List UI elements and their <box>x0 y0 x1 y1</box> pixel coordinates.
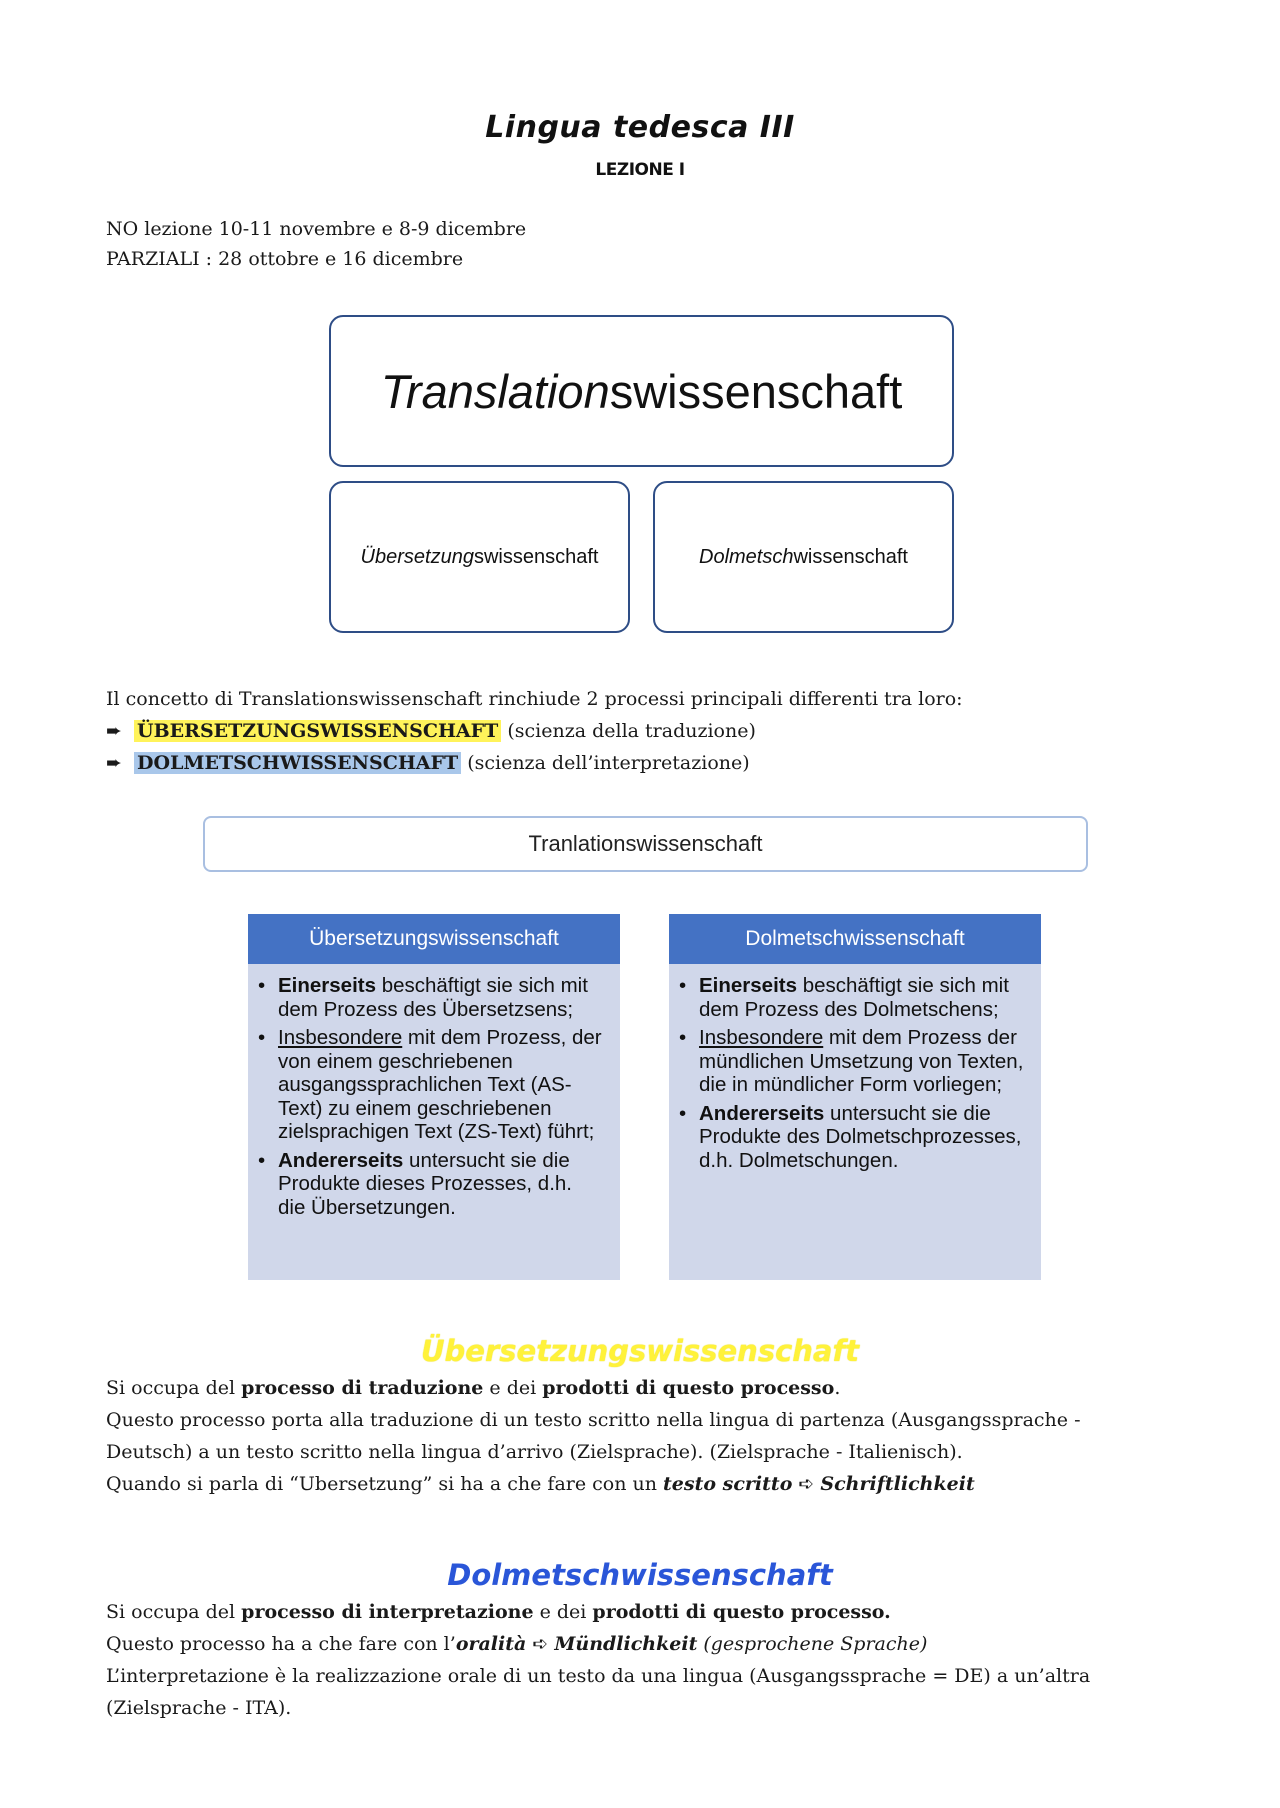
list-item <box>278 1149 604 1220</box>
bullet-text: beschäftigt sie sich mit dem Prozess des Übersetzsens; <box>278 974 588 1021</box>
bullet-text: beschäftigt sie sich mit dem Prozess des Dolmetschens; <box>699 974 1009 1021</box>
page-title: Lingua tedesca III <box>485 110 795 145</box>
intro-text: Il concetto di Translationswissenschaft rinchiude 2 processi principali differenti tra loro: <box>106 688 963 710</box>
list-item <box>699 1026 1025 1097</box>
highlight-uebersetzungswissenschaft: ÜBERSETZUNGSWISSENSCHAFT <box>134 720 501 742</box>
list-item <box>699 1102 1025 1173</box>
section1-line-2: Questo processo porta alla traduzione di un testo scritto nella lingua di partenza (Ausgangssprache - <box>106 1409 1081 1431</box>
section2-line-4: (Zielsprache - ITA). <box>106 1697 292 1719</box>
diagram-right-rest: wissenschaft <box>793 545 908 568</box>
bullet-bold: Andererseits <box>278 1148 404 1172</box>
lesson-label: LEZIONE I <box>595 160 685 180</box>
arrow-icon: ➨ <box>106 720 122 742</box>
arrow-icon: ➪ <box>526 1633 555 1655</box>
bullet-text: mit dem Prozess der mündlichen Umsetzung von Texten, die in mündlicher Form vorliegen; <box>699 1026 1024 1096</box>
arrow-icon: ➪ <box>792 1473 821 1495</box>
diagram-left-rest: swissenschaft <box>473 545 599 568</box>
diagram2-left-list <box>248 964 620 1219</box>
diagram2-right-head: Dolmetschwissenschaft <box>669 914 1041 964</box>
bold-text: processo di interpretazione <box>241 1601 534 1623</box>
section-heading-uebersetzung: Übersetzungswissenschaft <box>421 1334 859 1368</box>
text: Questo processo ha a che fare con l’ <box>106 1633 456 1655</box>
diagram-top-italic: Translation <box>380 364 610 418</box>
section1-line-3: Deutsch) a un testo scritto nella lingua d’arrivo (Zielsprache). (Zielsprache - Italienisch). <box>106 1441 963 1463</box>
section1-line-4 <box>106 1468 975 1500</box>
bold-text: prodotti di questo processo <box>542 1377 835 1399</box>
list-item <box>699 974 1025 1021</box>
diagram2-left-column <box>248 914 620 1280</box>
bold-italic-text: Mündlichkeit <box>554 1633 698 1655</box>
diagram-top-rest: swissenschaft <box>609 364 903 418</box>
bullet-text: untersucht sie die Produkte des Dolmetschprozesses, d.h. Dolmetschungen. <box>699 1101 1022 1172</box>
diagram-left-italic: Übersetzung <box>360 545 474 568</box>
intro-item-1 <box>106 715 756 747</box>
italic-text: (gesprochene Sprache) <box>697 1633 928 1655</box>
bullet-underlined: Insbesondere <box>278 1026 403 1049</box>
text: Si occupa del <box>106 1601 242 1623</box>
section1-line-1 <box>106 1372 840 1404</box>
bold-italic-text: Schriftlichkeit <box>820 1473 975 1495</box>
diagram-right-italic: Dolmetsch <box>699 545 794 568</box>
diagram2-left-head: Übersetzungswissenschaft <box>248 914 620 964</box>
text: Quando si parla di “Ubersetzung” si ha a che fare con un <box>106 1473 664 1495</box>
bullet-bold: Einerseits <box>278 974 376 997</box>
bold-text: prodotti di questo processo. <box>592 1601 891 1623</box>
bullet-text: untersucht sie die Produkte dieses Prozesses, d.h. die Übersetzungen. <box>278 1148 572 1219</box>
diagram-translationswissenschaft-box <box>329 315 954 467</box>
intro-item-2-gloss: (scienza dell’interpretazione) <box>461 752 750 774</box>
text: e dei <box>483 1377 543 1399</box>
bullet-underlined: Insbesondere <box>699 1026 824 1049</box>
diagram2-right-column <box>669 914 1041 1280</box>
text: e dei <box>533 1601 593 1623</box>
arrow-icon: ➨ <box>106 752 122 774</box>
diagram-dolmetsch-box <box>653 481 954 633</box>
section-heading-dolmetsch: Dolmetschwissenschaft <box>447 1558 833 1592</box>
text: Si occupa del <box>106 1377 242 1399</box>
intro-item-1-gloss: (scienza della traduzione) <box>501 720 756 742</box>
text: . <box>834 1377 841 1399</box>
info-parziali: PARZIALI : 28 ottobre e 16 dicembre <box>106 248 464 270</box>
list-item <box>278 1026 604 1144</box>
diagram-uebersetzung-box <box>329 481 630 633</box>
bullet-bold: Andererseits <box>699 1101 825 1125</box>
list-item <box>278 974 604 1021</box>
bold-italic-text: oralità <box>455 1633 527 1655</box>
bullet-text: mit dem Prozess, der von einem geschriebenen ausgangssprachlichen Text (AS-Text) zu einem geschriebenen zielsprachigen Text (ZS-Text) führt; <box>278 1026 602 1143</box>
bullet-bold: Einerseits <box>699 974 797 997</box>
diagram2-top-bar: Tranlationswissenschaft <box>203 816 1088 872</box>
section2-line-3: L’interpretazione è la realizzazione orale di un testo da una lingua (Ausgangssprache = DE) a un’altra <box>106 1665 1091 1687</box>
section2-line-2 <box>106 1628 927 1660</box>
intro-item-2 <box>106 747 750 779</box>
diagram2-right-list <box>669 964 1041 1172</box>
bold-text: processo di traduzione <box>241 1377 484 1399</box>
section2-line-1 <box>106 1596 891 1628</box>
bold-italic-text: testo scritto <box>663 1473 793 1495</box>
highlight-dolmetschwissenschaft: DOLMETSCHWISSENSCHAFT <box>134 752 461 774</box>
info-no-lezione: NO lezione 10-11 novembre e 8-9 dicembre <box>106 218 527 240</box>
